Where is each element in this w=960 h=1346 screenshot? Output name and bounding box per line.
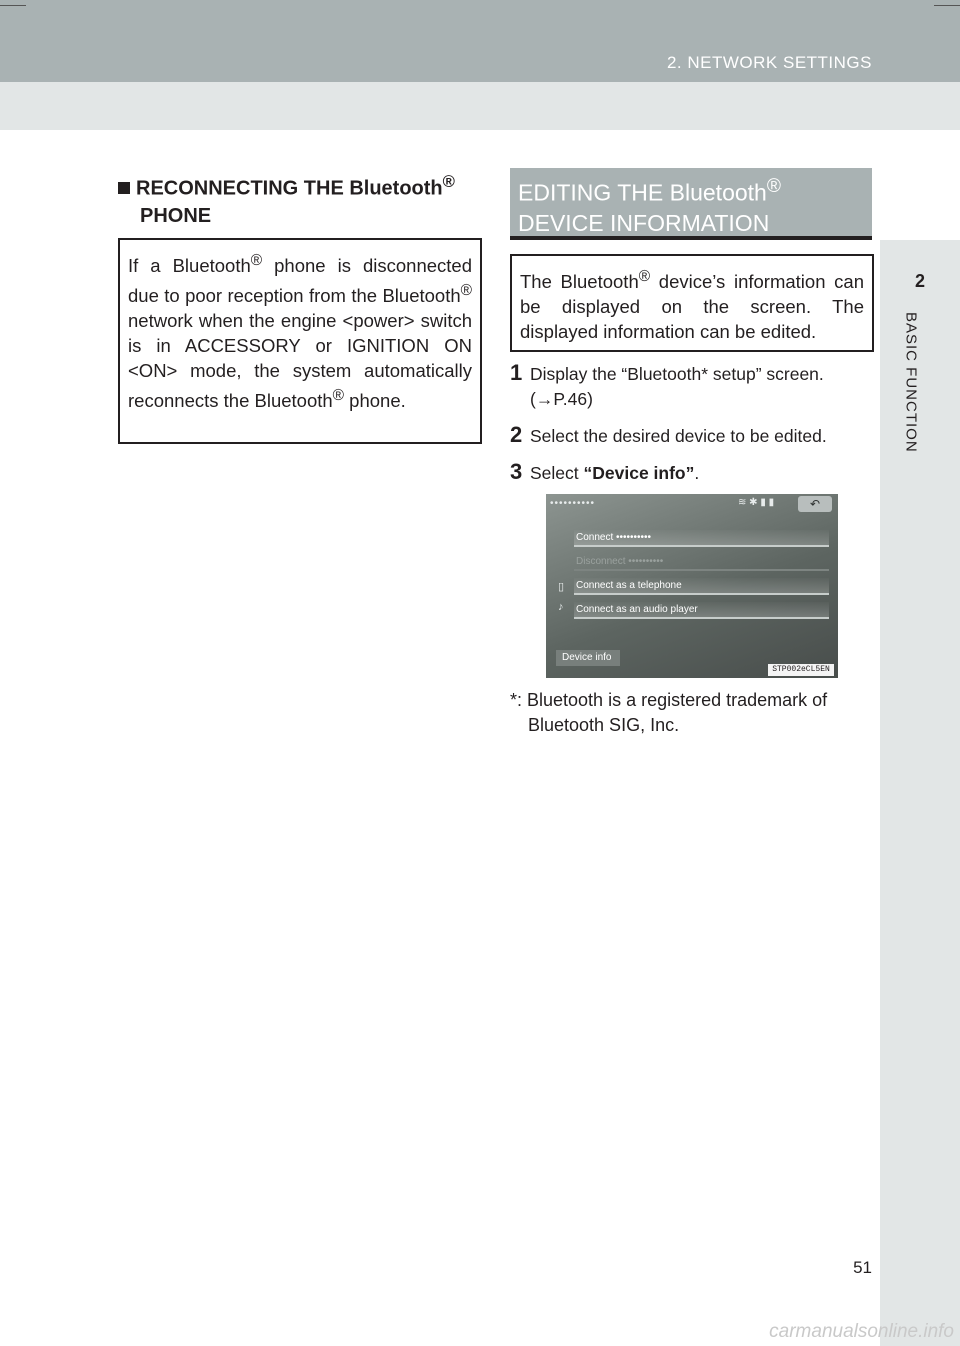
connect-button[interactable]: Connect •••••••••• [574, 530, 829, 547]
disconnect-button[interactable]: Disconnect •••••••••• [574, 554, 829, 571]
right-heading: EDITING THE Bluetooth® DEVICE INFORMATION [510, 168, 872, 240]
heading-square-icon [118, 182, 130, 194]
right-info-box: The Bluetooth® device’s information can be displayed on the screen. The displayed information can be edited. [510, 254, 874, 352]
step-3: 3 Select “Device info”. [510, 459, 700, 484]
phone-icon: ▯ [558, 581, 565, 593]
music-note-icon: ♪ [558, 601, 564, 613]
side-tab-label: BASIC FUNCTION [903, 312, 920, 453]
connect-audio-button[interactable]: Connect as an audio player [574, 602, 829, 619]
section-title: 2. NETWORK SETTINGS [666, 53, 872, 72]
image-code: STP002eCL5EN [768, 664, 834, 676]
crop-mark-right [934, 0, 960, 6]
watermark: carmanualsonline.info [769, 1321, 954, 1342]
screen-title: •••••••••• [550, 498, 596, 509]
step-1: 1 Display the “Bluetooth* setup” screen. (→P.46) [510, 360, 824, 409]
left-heading: RECONNECTING THE Bluetooth® PHONE [118, 168, 488, 230]
device-info-button[interactable]: Device info [556, 650, 620, 666]
device-screenshot [546, 494, 838, 678]
side-tab-number: 2 [880, 240, 960, 322]
left-info-box: If a Bluetooth® phone is disconnected due to poor reception from the Bluetooth® network when the engine <power> switch is in ACCESSORY or IGNITION ON <ON> mode, the system automatically reconnects the Bluetooth® phone. [118, 238, 482, 444]
page-number: 51 [853, 1258, 872, 1277]
status-icons: ≋ ✱ ▮ ▮ [738, 497, 775, 508]
connect-telephone-button[interactable]: Connect as a telephone [574, 578, 829, 595]
crop-mark-left [0, 0, 26, 6]
side-tab [880, 240, 960, 1346]
back-button[interactable]: ↶ [798, 496, 832, 512]
footnote: *: Bluetooth is a registered trademark of Bluetooth SIG, Inc. [510, 690, 828, 735]
step-2: 2 Select the desired device to be edited. [510, 422, 827, 447]
header-subband [0, 82, 960, 130]
